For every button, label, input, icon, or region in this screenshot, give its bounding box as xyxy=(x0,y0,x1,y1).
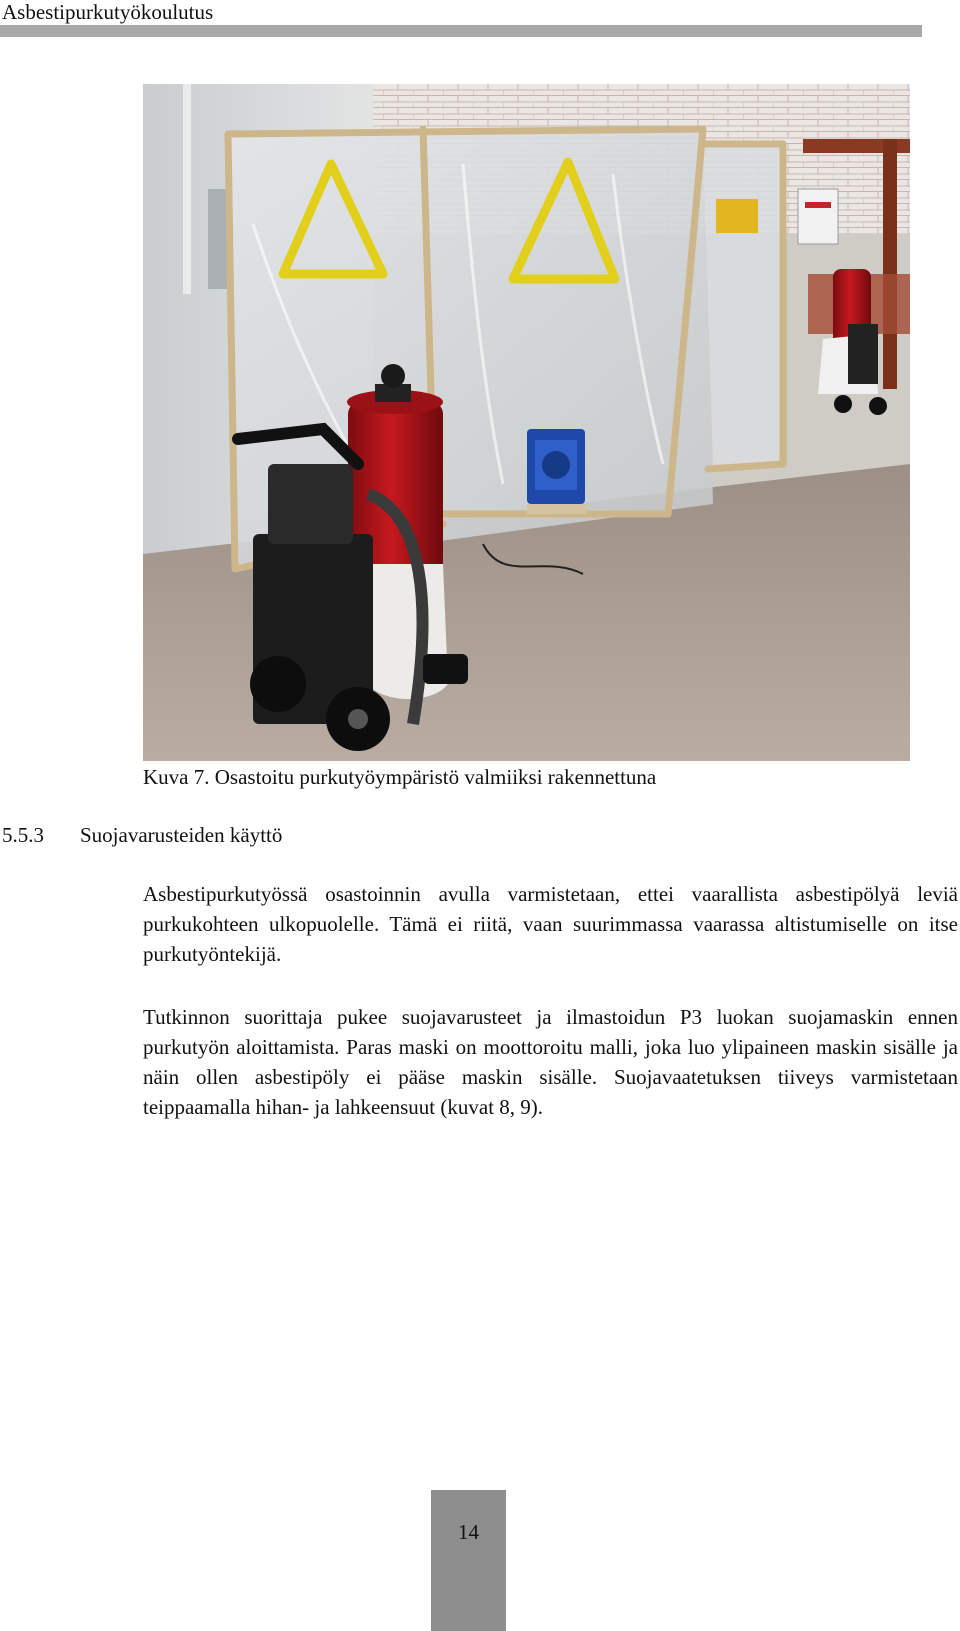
page-number-tab xyxy=(431,1490,506,1631)
section-title: Suojavarusteiden käyttö xyxy=(80,823,283,847)
section-heading xyxy=(2,822,282,848)
paragraph: Tutkinnon suorittaja pukee suojavarusteet ja ilmastoidun P3 luokan suojamaskin ennen purkutyön aloittamista. Paras maski on moottoroitu malli, joka luo ylipaineen maskin sisälle ja näin ollen asbestipöly ei pääse maskin sisälle. Suojavaatetuksen tiiveys varmistetaan teippaamalla hihan- ja lahkeensuut (kuvat 8, 9). xyxy=(143,1005,958,1119)
figure-photo xyxy=(143,84,910,761)
section-number: 5.5.3 xyxy=(2,823,44,847)
page-number: 14 xyxy=(458,1520,479,1544)
figure-caption: Kuva 7. Osastoitu purkutyöympäristö valmiiksi rakennettuna xyxy=(143,765,657,789)
header-rule xyxy=(0,25,922,37)
paragraph: Asbestipurkutyössä osastoinnin avulla varmistetaan, ettei vaarallista asbestipölyä leviä purkukohteen ulkopuolelle. Tämä ei riitä, vaan suurimmassa vaarassa altistumiselle on itse purkutyöntekijä. xyxy=(143,882,958,966)
running-header-title: Asbestipurkutyökoulutus xyxy=(2,0,214,24)
